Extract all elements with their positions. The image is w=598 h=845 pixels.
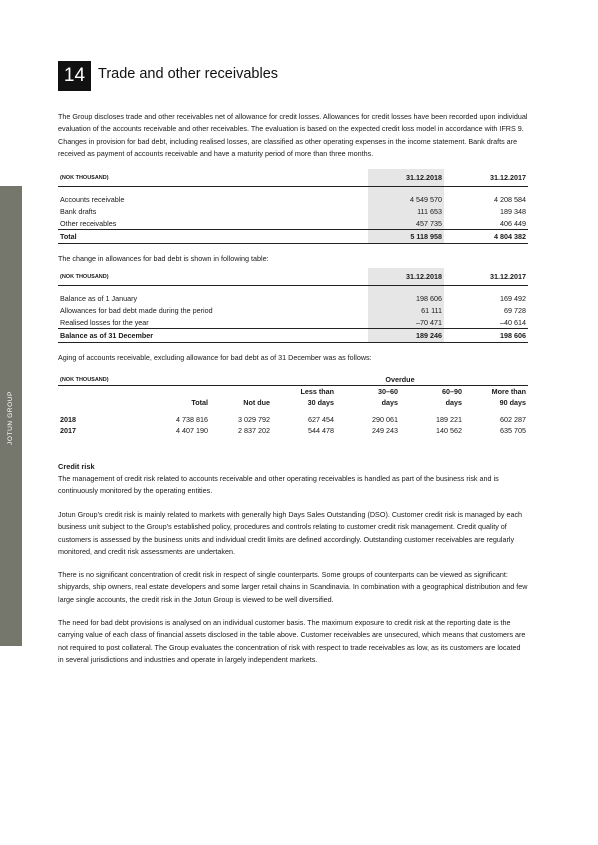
credit-risk-paragraph: The management of credit risk related to accounts receivable and other operating receivables is handled as part of the business risk and is continuously monitored by the operating entities. (58, 474, 499, 496)
row-label: Allowances for bad debt made during the period (60, 305, 213, 315)
aging-intro: Aging of accounts receivable, excluding allowance for bad debt as of 31 December was as follows: (58, 353, 372, 362)
section-number: 14 (58, 61, 91, 91)
unit-label: (NOK THOUSAND) (60, 273, 109, 280)
row-label: Accounts receivable (60, 194, 125, 204)
value-cell: 61 111 (368, 304, 444, 316)
column-header-2017: 31.12.2017 (490, 272, 526, 281)
value-cell: 189 348 (500, 206, 526, 216)
value-cell: 627 454 (308, 415, 334, 424)
change-intro: The change in allowances for bad debt is shown in following table: (58, 254, 269, 263)
column-header: Less than (300, 387, 334, 396)
value-cell: 169 492 (500, 293, 526, 303)
total-value: 198 606 (500, 331, 526, 340)
column-header: days (445, 398, 462, 407)
value-cell: 635 705 (500, 426, 526, 435)
row-label: Other receivables (60, 218, 117, 228)
table-row (58, 193, 528, 205)
table-row (58, 316, 528, 329)
sidebar-label: JOTUN GROUP (7, 391, 14, 445)
aging-header-1 (58, 386, 528, 398)
table-header (58, 169, 528, 187)
value-cell: 544 478 (308, 426, 334, 435)
column-header: More than (491, 387, 526, 396)
column-header-2017: 31.12.2017 (490, 173, 526, 182)
section-title: Trade and other receivables (98, 66, 279, 82)
column-header: Not due (243, 398, 270, 407)
unit-label: (NOK THOUSAND) (60, 376, 109, 383)
receivables-table (58, 169, 528, 244)
column-header-2018: 31.12.2018 (368, 268, 444, 286)
overdue-header: Overdue (272, 374, 528, 386)
value-cell: 69 728 (504, 305, 526, 315)
total-value: 189 246 (368, 329, 444, 343)
row-label: Bank drafts (60, 206, 97, 216)
row-label: Realised losses for the year (60, 317, 149, 327)
credit-risk-heading: Credit risk (58, 462, 95, 471)
credit-risk-paragraph: There is no significant concentration of credit risk in respect of single counterparts. Some groups of counterparts can be viewed as significant: shipyards, ship owners, real estate developers and some larger retail chains in Scandinavia. In combination with a geographical distribution and few large single accounts, the credit risk in the Jotun Group is viewed to be well diversified. (58, 570, 528, 604)
value-cell: 4 549 570 (368, 193, 444, 205)
sidebar-band (0, 186, 22, 826)
credit-risk-paragraph: The need for bad debt provisions is analysed on an individual customer basis. The maximum exposure to credit risk at the reporting date is the carrying value of each class of financial assets disclosed in the table above. Customer receivables are unsecured, which means that customers are not required to post collateral. The Group evaluates the concentration of risk with respect to trade receivables as low, as its customers are located in several jurisdictions and industries and operate in largely independent markets. (58, 618, 526, 664)
column-header: Total (191, 398, 208, 407)
value-cell: 2 837 202 (238, 426, 270, 435)
value-cell: –40 614 (500, 317, 526, 327)
value-cell: 4 738 816 (176, 415, 208, 424)
table-row (58, 425, 528, 436)
table-row (58, 292, 528, 304)
unit-label: (NOK THOUSAND) (60, 174, 109, 181)
value-cell: 140 562 (436, 426, 462, 435)
value-cell: 3 029 792 (238, 415, 270, 424)
value-cell: 4 208 584 (494, 194, 526, 204)
total-value: 4 804 382 (494, 232, 526, 241)
aging-table (58, 374, 528, 436)
allowance-table (58, 268, 528, 343)
value-cell: –70 471 (368, 316, 444, 329)
table-row (58, 205, 528, 217)
aging-header-2 (58, 397, 528, 408)
table-row (58, 414, 528, 425)
total-value: 5 118 958 (368, 230, 444, 244)
intro-paragraph: The Group discloses trade and other receivables net of allowance for credit losses. Allowances for credit losses have been recorded upon individual evaluation of the accounts receivable and other receivables. The evaluation is based on the expected credit loss model in accordance with IFRS 9. Changes in provision for bad debt, including realised losses, are classified as other operating expenses in the income statement. Bank drafts are received as payment of accounts receivable and have a maturity period of more than three months. (58, 112, 528, 158)
table-row (58, 304, 528, 316)
row-label: 2018 (60, 415, 76, 424)
value-cell: 198 606 (368, 292, 444, 304)
value-cell: 4 407 190 (176, 426, 208, 435)
column-header: 60–90 (442, 387, 462, 396)
column-header: 30 days (307, 398, 334, 407)
value-cell: 406 449 (500, 218, 526, 228)
column-header: days (381, 398, 398, 407)
value-cell: 189 221 (436, 415, 462, 424)
value-cell: 290 061 (372, 415, 398, 424)
table-row (58, 217, 528, 230)
row-label: Balance as of 1 January (60, 293, 138, 303)
column-header-2018: 31.12.2018 (368, 169, 444, 187)
total-label: Total (60, 232, 77, 241)
total-label: Balance as of 31 December (60, 331, 154, 340)
column-header: 30–60 (378, 387, 398, 396)
total-row (58, 329, 528, 343)
page-number: 44 (7, 819, 15, 826)
value-cell: 249 243 (372, 426, 398, 435)
credit-risk-paragraph: Jotun Group’s credit risk is mainly related to markets with generally high Days Sales Outstanding (DSO). Customer credit risk is managed by each business unit subject to the Group’s established policy, procedures and controls relating to customer credit risk management. Credit quality of customers is assessed by the business units and individual credit limits are defined accordingly. Outstanding customer receivables are regularly monitored, and credit risk assessments are undertaken. (58, 510, 523, 556)
column-header: 90 days (499, 398, 526, 407)
table-header (58, 268, 528, 286)
value-cell: 602 287 (500, 415, 526, 424)
aging-header-top (58, 374, 528, 386)
value-cell: 457 735 (368, 217, 444, 230)
row-label: 2017 (60, 426, 76, 435)
total-row (58, 230, 528, 244)
value-cell: 111 653 (368, 205, 444, 217)
